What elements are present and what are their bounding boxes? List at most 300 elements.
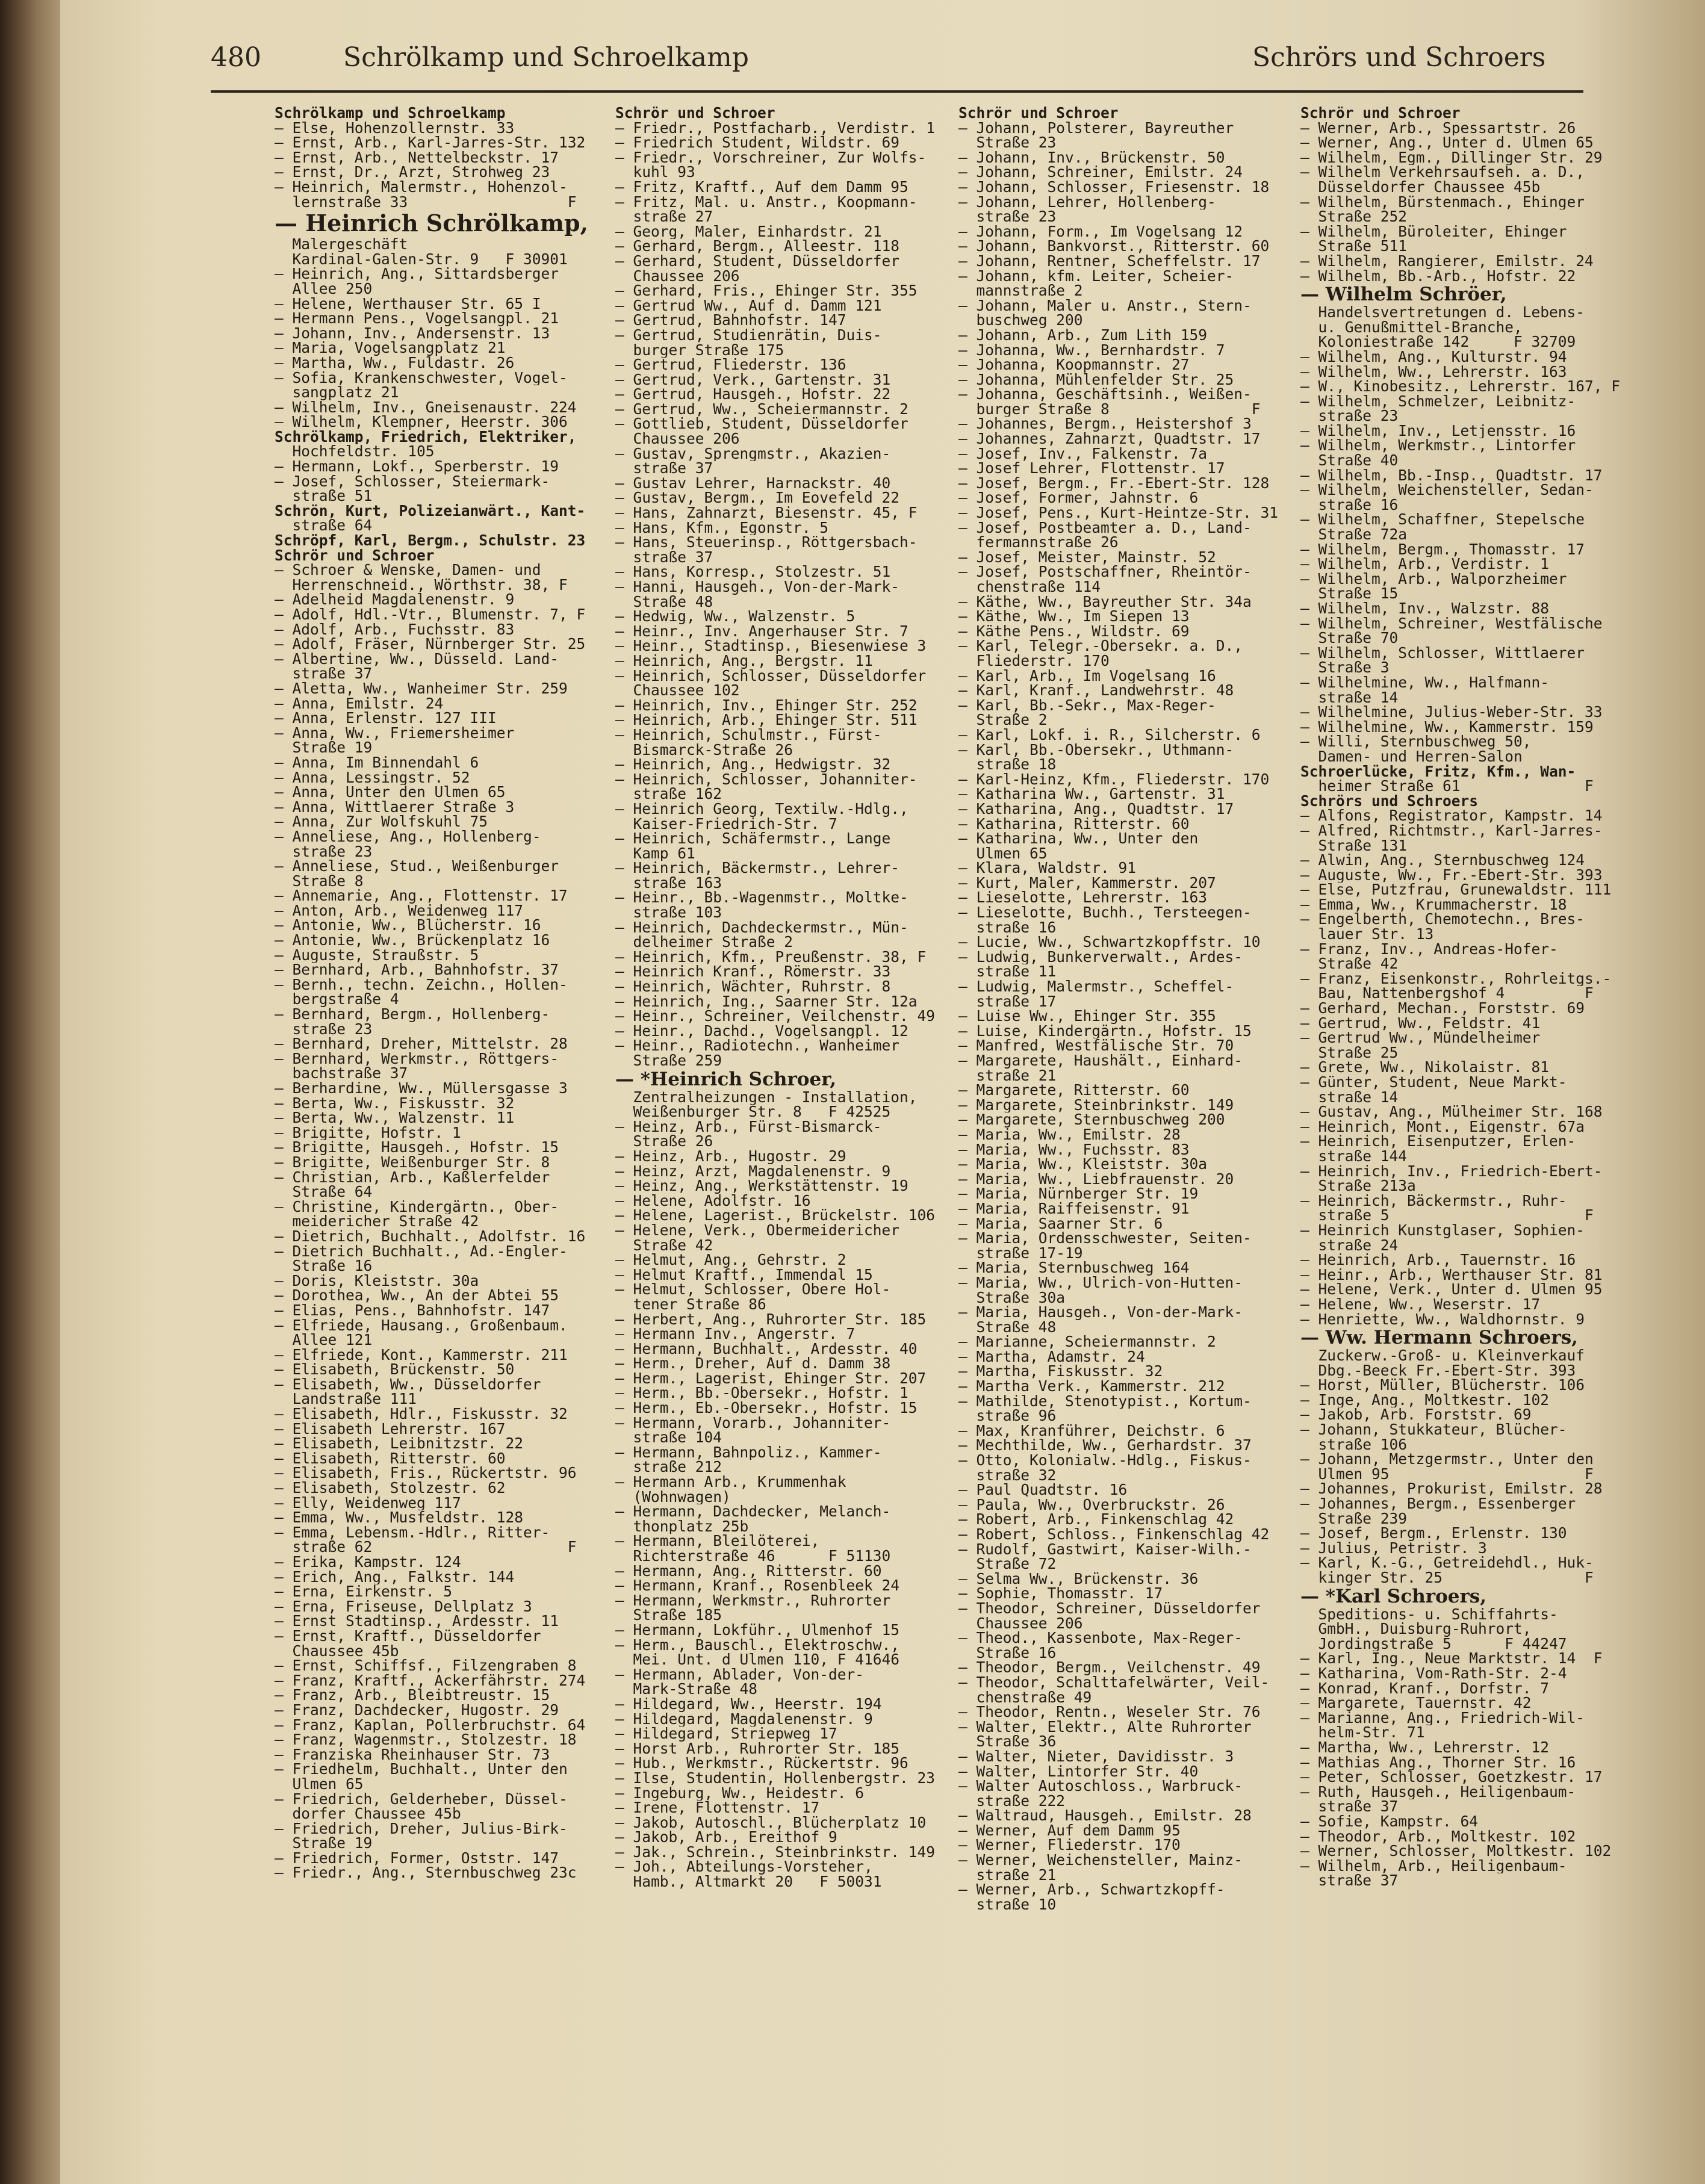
directory-entry-line: Chaussee 206 <box>615 268 740 284</box>
directory-entry-line: Chaussee 45b <box>275 1643 399 1659</box>
directory-entry-line: — Heinrich, Malermstr., Hohenzol- <box>275 179 568 195</box>
directory-entry-line: burger Straße 8 F <box>958 402 1261 417</box>
directory-entry-line: — Klara, Waldstr. 91 <box>958 861 1137 876</box>
directory-entry-line: Straße 25 <box>1300 1045 1399 1061</box>
directory-entry-line: — Brigitte, Hofstr. 1 <box>275 1125 461 1141</box>
directory-entry-line: — Gertrud, Bahnhofstr. 147 <box>615 313 846 328</box>
directory-entry-line: straße 96 <box>958 1409 1057 1424</box>
directory-entry-line: — Mathilde, Stenotypist., Kortum- <box>958 1394 1252 1409</box>
directory-entry-line: (Wohnwagen) <box>615 1489 731 1505</box>
directory-entry-line: — Franz, Kraftf., Ackerfährstr. 274 <box>275 1673 586 1689</box>
directory-entry-line: — Adelheid Magdalenenstr. 9 <box>275 592 515 607</box>
directory-entry-line: — Heinr., Bb.-Wagenmstr., Moltke- <box>615 890 908 906</box>
directory-entry-line: Dbg.-Beeck Fr.-Ebert-Str. 393 <box>1300 1363 1576 1379</box>
directory-entry-line: — Wilhelm, Rangierer, Emilstr. 24 <box>1300 253 1594 269</box>
directory-entry-line: — Wilhelm, Schmelzer, Leibnitz- <box>1300 394 1576 409</box>
directory-entry-line: — Erich, Ang., Falkstr. 144 <box>275 1569 515 1585</box>
directory-entry-line: Schrölkamp und Schroelkamp <box>275 106 506 121</box>
directory-entry-line: lauer Str. 13 <box>1300 927 1434 942</box>
directory-entry-line: — Gertrud, Ww., Scheiermannstr. 2 <box>615 402 908 417</box>
directory-entry-line: — Werner, Fliederstr. 170 <box>958 1838 1181 1854</box>
directory-entry-line: — Josef, Bergm., Fr.-Ebert-Str. 128 <box>958 476 1270 491</box>
directory-entry-line: — Wilhelm, Inv., Gneisenaustr. 224 <box>275 400 577 415</box>
directory-entry-line: Straße 48 <box>958 1320 1057 1335</box>
directory-entry-line: — Henriette, Ww., Waldhornstr. 9 <box>1300 1312 1585 1327</box>
directory-entry-line: — Günter, Student, Neue Markt- <box>1300 1075 1567 1090</box>
directory-entry-line: — Wilhelm, Schaffner, Stepelsche <box>1300 512 1585 528</box>
directory-entry-line: — Heinrich, Dachdeckermstr., Mün- <box>615 920 908 935</box>
directory-entry-line: chenstraße 114 <box>958 580 1101 595</box>
directory-entry-line: — Gertrud Ww., Auf d. Damm 121 <box>615 298 882 314</box>
directory-entry-line: Straße 26 <box>615 1134 713 1149</box>
directory-entry-line: — *Karl Schroers, <box>1300 1585 1487 1607</box>
directory-entry-line: — Friedrich, Gelderheber, Düssel- <box>275 1792 568 1807</box>
directory-entry-line: — Lucie, Ww., Schwartzkopffstr. 10 <box>958 935 1261 950</box>
directory-entry-line: — Heinrich, Schlosser, Johanniter- <box>615 772 918 787</box>
directory-entry-line: — Walter, Lintorfer Str. 40 <box>958 1764 1199 1779</box>
directory-entry-line: Straße 3 <box>1300 660 1390 675</box>
directory-entry-line: — Johann, Maler u. Anstr., Stern- <box>958 298 1252 314</box>
directory-entry-line: — Friedr., Postfacharb., Verdistr. 1 <box>615 120 936 136</box>
directory-entry-line: — Marianne, Scheiermannstr. 2 <box>958 1335 1216 1350</box>
directory-entry-line: straße 104 <box>615 1430 722 1445</box>
directory-entry-line: — Hildegard, Striepweg 17 <box>615 1726 837 1742</box>
directory-entry-line: — Johann, Polsterer, Bayreuther <box>958 120 1234 136</box>
directory-entry-line: Straße 70 <box>1300 631 1399 646</box>
directory-entry-line: — Else, Putzfrau, Grunewaldstr. 111 <box>1300 883 1612 898</box>
directory-entry-line: — Heinr., Schreiner, Veilchenstr. 49 <box>615 1009 936 1024</box>
directory-entry-line: — Anneliese, Stud., Weißenburger <box>275 859 559 874</box>
directory-entry-line: — Johann, Stukkateur, Blücher- <box>1300 1422 1567 1438</box>
directory-entry-line: Fliederstr. 170 <box>958 653 1110 669</box>
directory-entry-line: — Katharina, Vom-Rath-Str. 2-4 <box>1300 1666 1567 1681</box>
directory-entry-line: — Karl, Bb.-Obersekr., Uthmann- <box>958 742 1234 758</box>
directory-entry-line: — Brigitte, Weißenburger Str. 8 <box>275 1155 550 1170</box>
directory-entry-line: mannstraße 2 <box>958 284 1083 299</box>
directory-entry-line: Mei. Unt. d Ulmen 110, F 41646 <box>615 1652 900 1667</box>
directory-entry-line: — Robert, Arb., Finkenschlag 42 <box>958 1512 1234 1527</box>
directory-entry-line: — Maria, Raiffeisenstr. 91 <box>958 1201 1190 1217</box>
directory-entry-line: — Friedrich, Former, Oststr. 147 <box>275 1851 559 1866</box>
page-number: 480 <box>211 42 261 73</box>
directory-entry-line: Schrörs und Schroers <box>1300 793 1479 809</box>
directory-entry-line: — Ernst, Arb., Nettelbeckstr. 17 <box>275 150 559 166</box>
directory-column-1 <box>275 106 612 2177</box>
directory-entry-line: — *Heinrich Schroer, <box>615 1068 837 1090</box>
directory-entry-line: — Doris, Kleiststr. 30a <box>275 1273 479 1289</box>
directory-entry-line: straße 37 <box>615 461 713 476</box>
directory-entry-line: — Maria, Ww., Emilstr. 28 <box>958 1127 1181 1143</box>
directory-entry-line: — Johann, Lehrer, Hollenberg- <box>958 194 1216 210</box>
directory-entry-line: — Walter, Elektr., Alte Ruhrorter <box>958 1719 1252 1735</box>
directory-entry-line: — Konrad, Kranf., Dorfstr. 7 <box>1300 1681 1550 1696</box>
directory-entry-line: straße 51 <box>275 489 373 504</box>
directory-entry-line: — Elisabeth, Stolzestr. 62 <box>275 1481 506 1496</box>
directory-entry-line: — Franz, Eisenkonstr., Rohrleitgs.- <box>1300 971 1612 987</box>
directory-entry-line: bachstraße 37 <box>275 1066 408 1081</box>
directory-entry-line: — Katharina, Ritterstr. 60 <box>958 816 1190 832</box>
directory-entry-line: — Rudolf, Gastwirt, Kaiser-Wilh.- <box>958 1542 1252 1557</box>
directory-entry-line: Jordingstraße 5 F 44247 <box>1300 1636 1567 1652</box>
directory-entry-line: — Erika, Kampstr. 124 <box>275 1555 461 1570</box>
directory-entry-line: — Käthe, Ww., Im Siepen 13 <box>958 609 1190 624</box>
directory-entry-line: — Hermann Inv., Angerstr. 7 <box>615 1327 856 1342</box>
directory-entry-line: — Gertrud Ww., Mündelheimer <box>1300 1031 1541 1046</box>
directory-entry-line: sangplatz 21 <box>275 385 399 400</box>
directory-entry-line: — Ernst Stadtinsp., Ardesstr. 11 <box>275 1614 559 1629</box>
directory-entry-line: — Gertrud, Verk., Gartenstr. 31 <box>615 372 891 388</box>
directory-entry-line: — Engelberth, Chemotechn., Bres- <box>1300 912 1585 928</box>
directory-entry-line: — Emma, Ww., Krummacherstr. 18 <box>1300 897 1567 913</box>
directory-entry-line: — Karl, K.-G., Getreidehdl., Huk- <box>1300 1556 1594 1571</box>
directory-entry-line: Kamp 61 <box>615 846 695 861</box>
directory-entry-line: — Wilhelmine, Ww., Halfmann- <box>1300 675 1550 690</box>
directory-entry-line: — Joh., Abteilungs-Vorsteher, <box>615 1860 873 1875</box>
directory-entry-line: straße 17-19 <box>958 1246 1083 1261</box>
directory-entry-line: — Heinrich, Eisenputzer, Erlen- <box>1300 1134 1576 1149</box>
directory-entry-line: — Elly, Weidenweg 117 <box>275 1495 461 1511</box>
directory-entry-line: Herrenschneid., Wörthstr. 38, F <box>275 577 568 593</box>
directory-entry-line: — Johanna, Ww., Bernhardstr. 7 <box>958 343 1225 358</box>
directory-entry-line: straße 37 <box>275 666 373 681</box>
directory-entry-line: lernstraße 33 F <box>275 194 577 210</box>
directory-entry-line: Chaussee 206 <box>958 1616 1083 1631</box>
directory-entry-line: — Elisabeth, Ww., Düsseldorfer <box>275 1377 541 1392</box>
directory-entry-line: Malergeschäft <box>275 237 408 252</box>
directory-entry-line: — Johann, Schlosser, Friesenstr. 18 <box>958 179 1270 195</box>
directory-entry-line: Straße 72 <box>958 1557 1057 1572</box>
directory-entry-line: straße 23 <box>275 844 373 860</box>
right-running-head: Schrörs und Schroers <box>1252 42 1546 73</box>
directory-entry-line: — Annemarie, Ang., Flottenstr. 17 <box>275 889 568 904</box>
directory-entry-line: — Hermann, Lokführ., Ulmenhof 15 <box>615 1622 900 1638</box>
directory-entry-line: — Johann, Inv., Andersenstr. 13 <box>275 326 550 341</box>
directory-entry-line: — Herm., Eb.-Obersekr., Hofstr. 15 <box>615 1401 918 1416</box>
directory-entry-line: — Hub., Werkmstr., Rückertstr. 96 <box>615 1756 908 1771</box>
directory-entry-line: — Bernhard, Bergm., Hollenberg- <box>275 1007 550 1022</box>
directory-entry-line: — Karl, Telegr.-Obersekr. a. D., <box>958 639 1243 654</box>
directory-entry-line: — Gertrud, Ww., Feldstr. 41 <box>1300 1016 1541 1031</box>
directory-entry-line: — Hans, Kfm., Egonstr. 5 <box>615 520 829 536</box>
directory-entry-line: — Antonie, Ww., Brückenplatz 16 <box>275 933 550 948</box>
directory-entry-line: buschweg 200 <box>958 313 1083 328</box>
directory-entry-line: — Hildegard, Ww., Heerstr. 194 <box>615 1696 882 1712</box>
directory-entry-line: — Johannes, Bergm., Essenberger <box>1300 1497 1576 1512</box>
directory-entry-line: — Margarete, Haushält., Einhard- <box>958 1053 1243 1069</box>
directory-entry-line: — Gerhard, Fris., Ehinger Str. 355 <box>615 284 918 299</box>
directory-entry-line: — Heinz, Arb., Hugostr. 29 <box>615 1149 846 1164</box>
directory-entry-line: — Werner, Auf dem Damm 95 <box>958 1823 1181 1838</box>
directory-entry-line: — Hermann, Buchhalt., Ardesstr. 40 <box>615 1341 918 1357</box>
directory-entry-line: straße 21 <box>958 1867 1057 1883</box>
directory-entry-line: Straße 131 <box>1300 838 1408 854</box>
left-running-head: Schrölkamp und Schroelkamp <box>343 42 749 73</box>
directory-entry-line: Straße 213a <box>1300 1179 1416 1194</box>
directory-entry-line: — Franz, Dachdecker, Hugostr. 29 <box>275 1702 559 1718</box>
directory-entry-line: — Helmut, Schlosser, Obere Hol- <box>615 1282 891 1297</box>
directory-entry-line: — Hermann, Werkmstr., Ruhrorter <box>615 1593 891 1609</box>
directory-entry-line: Straße 16 <box>275 1259 373 1274</box>
directory-entry-line: — Werner, Ang., Unter d. Ulmen 65 <box>1300 135 1594 150</box>
directory-entry-line: — Dietrich Buchhalt., Ad.-Engler- <box>275 1244 568 1259</box>
directory-entry-line: — Wilhelm, Inv., Walzstr. 88 <box>1300 601 1550 616</box>
directory-entry-line: — Theod., Kassenbote, Max-Reger- <box>958 1631 1243 1646</box>
directory-entry-line: — Ingeburg, Ww., Heidestr. 6 <box>615 1785 865 1801</box>
directory-entry-line: — W., Kinobesitz., Lehrerstr. 167, F <box>1300 379 1621 394</box>
directory-entry-line: — Hermann, Vorarb., Johanniter- <box>615 1415 891 1431</box>
directory-entry-line: — Hermann, Bahnpoliz., Kammer- <box>615 1445 882 1460</box>
directory-entry-line: — Herbert, Ang., Ruhrorter Str. 185 <box>615 1312 927 1327</box>
directory-entry-line: Straße 8 <box>275 873 364 889</box>
directory-entry-line: — Manfred, Westfälische Str. 70 <box>958 1038 1234 1053</box>
directory-entry-line: — Gustav Lehrer, Harnackstr. 40 <box>615 476 891 491</box>
directory-entry-line: heimer Straße 61 F <box>1300 779 1594 794</box>
directory-entry-line: — Franz, Inv., Andreas-Hofer- <box>1300 942 1558 957</box>
directory-entry-line: — Bernh., techn. Zeichn., Hollen- <box>275 977 568 993</box>
directory-entry-line: Ulmen 65 <box>275 1776 364 1792</box>
directory-entry-line: — Gertrud, Fliederstr. 136 <box>615 358 846 373</box>
directory-entry-line: — Heinrich, Ang., Sittardsberger <box>275 267 559 282</box>
directory-entry-line: — Dorothea, Ww., An der Abtei 55 <box>275 1288 559 1303</box>
directory-entry-line: — Wilhelm, Büroleiter, Ehinger <box>1300 224 1567 240</box>
directory-entry-line: — Heinrich, Kfm., Preußenstr. 38, F <box>615 949 927 965</box>
directory-entry-line: — Schroer & Wenske, Damen- und <box>275 563 541 578</box>
directory-entry-line: — Heinz, Arb., Fürst-Bismarck- <box>615 1119 882 1135</box>
directory-entry-line: straße 10 <box>958 1897 1057 1913</box>
directory-entry-line: — Heinrich, Bäckermstr., Ruhr- <box>1300 1193 1567 1209</box>
directory-entry-line: Kardinal-Galen-Str. 9 F 30901 <box>275 252 568 267</box>
directory-entry-line: — Wilhelm, Schlosser, Wittlaerer <box>1300 645 1585 661</box>
directory-entry-line: — Gertrud, Studienrätin, Duis- <box>615 327 882 343</box>
directory-entry-line: — Wilhelm, Egm., Dillinger Str. 29 <box>1300 150 1603 166</box>
directory-entry-line: — Auguste, Ww., Fr.-Ebert-Str. 393 <box>1300 867 1603 883</box>
directory-entry-line: — Elfriede, Kont., Kammerstr. 211 <box>275 1347 568 1363</box>
directory-entry-line: Koloniestraße 142 F 32709 <box>1300 335 1576 350</box>
directory-entry-line: — Julius, Petristr. 3 <box>1300 1540 1487 1556</box>
directory-entry-line: straße 14 <box>1300 690 1399 706</box>
directory-entry-line: — Hans, Steuerinsp., Röttgersbach- <box>615 535 918 550</box>
directory-entry-line: — Luise Ww., Ehinger Str. 355 <box>958 1009 1216 1024</box>
directory-entry-line: — Karl, Bb.-Sekr., Max-Reger- <box>958 698 1216 713</box>
directory-entry-line: — Josef, Postbeamter a. D., Land- <box>958 520 1252 536</box>
directory-entry-line: helm-Str. 71 <box>1300 1725 1425 1740</box>
directory-entry-line: — Theodor, Schreiner, Düsseldorfer <box>958 1601 1261 1616</box>
directory-entry-line: — Ernst, Arb., Karl-Jarres-Str. 132 <box>275 135 586 150</box>
directory-entry-line: straße 162 <box>615 787 722 802</box>
directory-entry-line: — Ilse, Studentin, Hollenbergstr. 23 <box>615 1770 936 1786</box>
directory-entry-line: — Ludwig, Malermstr., Scheffel- <box>958 979 1234 994</box>
directory-entry-line: Ulmen 65 <box>958 846 1048 861</box>
directory-entry-line: straße 11 <box>958 964 1057 980</box>
directory-entry-line: Kaiser-Friedrich-Str. 7 <box>615 816 837 832</box>
directory-entry-line: — Heinrich, Ang., Bergstr. 11 <box>615 653 873 669</box>
directory-entry-line: — Auguste, Straußstr. 5 <box>275 948 479 963</box>
directory-entry-line: — Anna, Zur Wolfskuhl 75 <box>275 814 488 830</box>
directory-entry-line: — Gustav, Ang., Mülheimer Str. 168 <box>1300 1105 1603 1120</box>
directory-entry-line: — Hermann, Ang., Ritterstr. 60 <box>615 1563 882 1579</box>
directory-entry-line: — Maria, Ww., Fuchsstr. 83 <box>958 1142 1190 1158</box>
directory-entry-line: — Peter, Schlosser, Goetzkestr. 17 <box>1300 1770 1603 1785</box>
directory-entry-line: Straße 72a <box>1300 527 1408 542</box>
directory-entry-line: — Hans, Zahnarzt, Biesenstr. 45, F <box>615 506 918 521</box>
directory-entry-line: Schrör und Schroer <box>275 548 435 563</box>
directory-entry-line: — Wilhelm, Weichensteller, Sedan- <box>1300 483 1594 498</box>
directory-entry-line: Schrör und Schroer <box>1300 106 1461 121</box>
directory-entry-line: — Erna, Friseuse, Dellplatz 3 <box>275 1599 532 1615</box>
directory-entry-line: — Martha, Fiskusstr. 32 <box>958 1364 1163 1380</box>
directory-entry-line: — Paul Quadtstr. 16 <box>958 1483 1128 1498</box>
directory-entry-line: Hamb., Altmarkt 20 F 50031 <box>615 1875 882 1890</box>
directory-entry-line: — Else, Hohenzollernstr. 33 <box>275 120 515 136</box>
directory-entry-line: — Heinrich, Ang., Hedwigstr. 32 <box>615 757 891 772</box>
directory-entry-line: — Ernst, Dr., Arzt, Strohweg 23 <box>275 165 550 180</box>
directory-entry-line: — Elisabeth, Fris., Rückertstr. 96 <box>275 1466 577 1481</box>
directory-entry-line: Schrör und Schroer <box>615 106 775 121</box>
directory-entry-line: — Katharina, Ww., Unter den <box>958 831 1199 846</box>
directory-entry-line: Straße 19 <box>275 740 373 755</box>
directory-entry-line: — Helene, Ww., Weserstr. 17 <box>1300 1297 1541 1312</box>
directory-entry-line: — Ruth, Hausgeh., Heiligenbaum- <box>1300 1784 1576 1800</box>
directory-entry-line: — Josef, Inv., Falkenstr. 7a <box>958 446 1208 462</box>
directory-entry-line: — Theodor, Bergm., Veilchenstr. 49 <box>958 1660 1261 1675</box>
directory-entry-line: — Wilhelm, Arb., Walporzheimer <box>1300 571 1567 587</box>
directory-entry-line: — Johann, Form., Im Vogelsang 12 <box>958 224 1243 240</box>
directory-entry-line: — Brigitte, Hausgeh., Hofstr. 15 <box>275 1140 559 1155</box>
directory-entry-line: — Helmut Kraftf., Immendal 15 <box>615 1267 873 1283</box>
directory-entry-line: — Alfred, Richtmstr., Karl-Jarres- <box>1300 823 1603 839</box>
directory-entry-line: — Friedr., Ang., Sternbuschweg 23c <box>275 1866 577 1881</box>
directory-entry-line: straße 24 <box>1300 1238 1399 1253</box>
directory-entry-line: — Gerhard, Bergm., Alleestr. 118 <box>615 239 900 254</box>
directory-entry-line: — Jakob, Arb., Ereithof 9 <box>615 1830 837 1845</box>
directory-entry-line: — Albertine, Ww., Düsseld. Land- <box>275 651 559 667</box>
directory-entry-line: fermannstraße 26 <box>958 535 1119 550</box>
directory-entry-line: straße 23 <box>958 209 1057 225</box>
directory-entry-line: — Mathias Ang., Thorner Str. 16 <box>1300 1755 1576 1770</box>
directory-entry-line: — Elisabeth, Brückenstr. 50 <box>275 1362 515 1377</box>
directory-entry-line: — Fritz, Mal. u. Anstr., Koopmann- <box>615 194 918 210</box>
directory-entry-line: Straße 15 <box>1300 586 1399 601</box>
directory-entry-line: — Anna, Erlenstr. 127 III <box>275 711 497 726</box>
directory-entry-line: Ulmen 95 F <box>1300 1466 1594 1482</box>
directory-entry-line: — Horst, Müller, Blücherstr. 106 <box>1300 1378 1585 1393</box>
directory-entry-line: — Erna, Eirkenstr. 5 <box>275 1584 453 1599</box>
directory-entry-line: — Max, Kranführer, Deichstr. 6 <box>958 1423 1225 1439</box>
directory-entry-line: u. Genußmittel-Branche, <box>1300 320 1523 335</box>
directory-entry-line: — Josef, Pens., Kurt-Heintze-Str. 31 <box>958 506 1279 521</box>
directory-entry-line: — Berhardine, Ww., Müllersgasse 3 <box>275 1081 568 1096</box>
directory-entry-line: — Maria, Ww., Ulrich-von-Hutten- <box>958 1275 1243 1291</box>
directory-column-4 <box>1300 106 1638 2177</box>
directory-entry-line: — Herm., Bauschl., Elektroschw., <box>615 1637 900 1653</box>
directory-entry-line: — Elisabeth, Hdlr., Fiskusstr. 32 <box>275 1407 568 1422</box>
directory-entry-line: — Heinrich, Schlosser, Düsseldorfer <box>615 668 927 684</box>
directory-entry-line: — Sofia, Krankenschwester, Vogel- <box>275 370 568 386</box>
directory-entry-line: — Fritz, Kraftf., Auf dem Damm 95 <box>615 179 908 195</box>
directory-entry-line: — Jak., Schrein., Steinbrinkstr. 149 <box>615 1844 936 1860</box>
directory-entry-line: — Paula, Ww., Overbruckstr. 26 <box>958 1497 1225 1513</box>
directory-entry-line: Schrön, Kurt, Polizeianwärt., Kant- <box>275 503 586 519</box>
directory-entry-line: straße 5 F <box>1300 1208 1594 1223</box>
directory-entry-line: — Wilhelm, Ang., Kulturstr. 94 <box>1300 349 1567 365</box>
directory-entry-line: — Heinz, Ang., Werkstättenstr. 19 <box>615 1179 908 1194</box>
directory-entry-line: — Johann, Bankvorst., Ritterstr. 60 <box>958 239 1270 254</box>
directory-entry-line: — Maria, Ww., Liebfrauenstr. 20 <box>958 1171 1234 1187</box>
directory-entry-line: — Adolf, Hdl.-Vtr., Blumenstr. 7, F <box>275 607 586 622</box>
directory-entry-line: Straße 30a <box>958 1290 1066 1306</box>
directory-entry-line: — Heinrich Georg, Textilw.-Hdlg., <box>615 801 908 817</box>
directory-entry-line: — Johann, Inv., Brückenstr. 50 <box>958 150 1225 166</box>
directory-entry-line: — Ww. Hermann Schroers, <box>1300 1327 1578 1349</box>
directory-entry-line: — Heinrich, Ing., Saarner Str. 12a <box>615 994 918 1010</box>
directory-entry-line: — Friedrich, Dreher, Julius-Birk- <box>275 1821 568 1837</box>
directory-entry-line: kinger Str. 25 F <box>1300 1571 1594 1586</box>
directory-entry-line: — Maria, Nürnberger Str. 19 <box>958 1187 1199 1202</box>
directory-entry-line: — Martha Verk., Kammerstr. 212 <box>958 1379 1225 1394</box>
directory-entry-line: — Franz, Kaplan, Pollerbruchstr. 64 <box>275 1717 586 1733</box>
header-rule <box>211 90 1583 93</box>
directory-entry-line: — Bernhard, Werkmstr., Röttgers- <box>275 1051 559 1067</box>
directory-entry-line: kuhl 93 <box>615 165 695 180</box>
directory-entry-line: — Helene, Verk., Unter d. Ulmen 95 <box>1300 1282 1603 1297</box>
directory-entry-line: — Margarete, Tauernstr. 42 <box>1300 1696 1532 1711</box>
directory-entry-line: — Hermann, Lokf., Sperberstr. 19 <box>275 459 559 474</box>
directory-entry-line: Straße 42 <box>1300 957 1399 972</box>
directory-entry-line: — Emma, Ww., Musfeldstr. 128 <box>275 1510 524 1525</box>
directory-entry-line: — Franziska Rheinhauser Str. 73 <box>275 1747 550 1763</box>
directory-entry-line: bergstraße 4 <box>275 992 399 1008</box>
directory-entry-line: straße 212 <box>615 1460 722 1475</box>
directory-entry-line: — Heinrich, Bäckermstr., Lehrer- <box>615 861 900 876</box>
directory-entry-line: straße 222 <box>958 1793 1066 1809</box>
directory-entry-line: — Martha, Ww., Lehrerstr. 12 <box>1300 1740 1550 1755</box>
directory-entry-line: — Berta, Ww., Fiskusstr. 32 <box>275 1096 515 1111</box>
directory-entry-line: Straße 2 <box>958 713 1048 728</box>
directory-entry-line: Landstraße 111 <box>275 1392 417 1407</box>
directory-entry-line: — Maria, Vogelsangplatz 21 <box>275 341 506 356</box>
directory-entry-line: straße 14 <box>1300 1090 1399 1105</box>
directory-entry-line: — Ludwig, Bunkerverwalt., Ardes- <box>958 949 1243 965</box>
directory-entry-line: — Hanni, Hausgeh., Von-der-Mark- <box>615 580 900 595</box>
directory-entry-line: — Lieselotte, Lehrerstr. 163 <box>958 890 1208 906</box>
directory-entry-line: — Heinr., Stadtinsp., Biesenwiese 3 <box>615 639 927 654</box>
directory-entry-line: straße 62 F <box>275 1540 577 1555</box>
directory-entry-line: — Maria, Ordensschwester, Seiten- <box>958 1231 1252 1246</box>
directory-entry-line: — Franz, Arb., Bleibtreustr. 15 <box>275 1688 550 1703</box>
directory-entry-line: — Margarete, Sternbuschweg 200 <box>958 1112 1225 1128</box>
directory-entry-line: — Johann, kfm. Leiter, Scheier- <box>958 268 1234 284</box>
directory-entry-line: — Wilhelm, Arb., Heiligenbaum- <box>1300 1858 1567 1874</box>
directory-entry-line: — Karl, Lokf. i. R., Silcherstr. 6 <box>958 727 1261 743</box>
directory-entry-line: — Friedr., Vorschreiner, Zur Wolfs- <box>615 150 927 166</box>
directory-entry-line: — Otto, Kolonialw.-Hdlg., Fiskus- <box>958 1453 1252 1468</box>
directory-entry-line: straße 103 <box>615 905 722 920</box>
directory-entry-line: — Hedwig, Ww., Walzenstr. 5 <box>615 609 856 624</box>
directory-entry-line: — Johannes, Prokurist, Emilstr. 28 <box>1300 1481 1603 1497</box>
directory-entry-line: Damen- und Herren-Salon <box>1300 749 1523 765</box>
directory-entry-line: Speditions- u. Schiffahrts- <box>1300 1607 1558 1622</box>
directory-entry-line: — Heinrich Schrölkamp, <box>275 209 588 237</box>
directory-entry-line: straße 16 <box>1300 497 1399 513</box>
directory-entry-line: — Heinr., Radiotechn., Wanheimer <box>615 1038 900 1053</box>
directory-entry-line: — Mechthilde, Ww., Gerhardstr. 37 <box>958 1438 1252 1454</box>
directory-entry-line: — Elias, Pens., Bahnhofstr. 147 <box>275 1303 550 1318</box>
directory-entry-line: meidericher Straße 42 <box>275 1214 479 1229</box>
directory-entry-line: Schrölkamp, Friedrich, Elektriker, <box>275 429 577 445</box>
directory-entry-line: — Gerhard, Mechan., Forststr. 69 <box>1300 1001 1585 1016</box>
directory-entry-line: — Heinr., Arb., Werthauser Str. 81 <box>1300 1267 1603 1283</box>
directory-entry-line: — Margarete, Steinbrinkstr. 149 <box>958 1097 1234 1113</box>
